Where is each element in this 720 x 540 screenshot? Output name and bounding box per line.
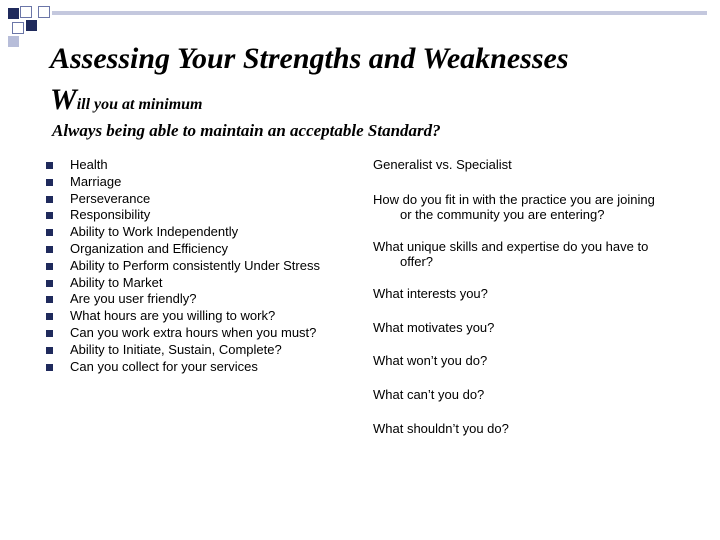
list-item [46, 308, 320, 325]
list-item-label: Responsibility [70, 207, 151, 223]
square-bullet-icon [46, 364, 53, 371]
question-text: What can’t you do? [373, 387, 485, 402]
question-text: What won’t you do? [373, 353, 488, 368]
list-item [46, 359, 320, 376]
list-item [46, 157, 320, 174]
question-text-continued: offer? [400, 254, 434, 269]
question-text: How do you fit in with the practice you are joining [373, 192, 655, 207]
list-item-label: Organization and Efficiency [70, 240, 229, 256]
question-item [373, 421, 703, 436]
question-item [373, 239, 703, 269]
corner-square-outline [12, 22, 24, 34]
list-item [46, 258, 320, 275]
strengths-list [46, 157, 320, 375]
square-bullet-icon [46, 246, 53, 253]
square-bullet-icon [46, 313, 53, 320]
list-item [46, 174, 320, 191]
question-text-continued: or the community you are entering? [400, 207, 605, 222]
square-bullet-icon [46, 347, 53, 354]
list-item-label: Marriage [70, 173, 122, 189]
question-text: What unique skills and expertise do you have to [373, 239, 649, 254]
corner-square-light [8, 36, 19, 47]
list-item [46, 241, 320, 258]
square-bullet-icon [46, 330, 53, 337]
question-item [373, 157, 703, 172]
list-item-label: Health [70, 157, 108, 172]
question-item [373, 387, 703, 402]
list-item-label: Are you user friendly? [70, 291, 197, 307]
slide-subtitle [50, 82, 203, 123]
question-item [373, 320, 703, 335]
list-item [46, 207, 320, 224]
square-bullet-icon [46, 179, 53, 186]
list-item [46, 191, 320, 208]
slide-subheading: Always being able to maintain an acceptable Standard? [52, 121, 441, 140]
question-text: What shouldn’t you do? [373, 421, 509, 436]
list-item-label: Ability to Initiate, Sustain, Complete? [70, 341, 282, 357]
square-bullet-icon [46, 296, 53, 303]
square-bullet-icon [46, 196, 53, 203]
list-item [46, 275, 320, 292]
list-item [46, 224, 320, 241]
list-item-label: Ability to Perform consistently Under Stress [70, 257, 320, 273]
question-text: What interests you? [373, 286, 488, 301]
list-item [46, 291, 320, 308]
list-item [46, 325, 320, 342]
list-item-label: Ability to Work Independently [70, 224, 239, 240]
square-bullet-icon [46, 229, 53, 236]
list-item-label: Ability to Market [70, 274, 163, 290]
list-item-label: Can you collect for your services [70, 358, 258, 374]
corner-square-dark [26, 20, 37, 31]
question-item [373, 286, 703, 301]
subtitle-rest: ill you at minimum [76, 96, 203, 113]
subtitle-initial: W [50, 83, 77, 116]
square-bullet-icon [46, 162, 53, 169]
question-item [373, 353, 703, 368]
question-text: What motivates you? [373, 320, 495, 335]
top-divider [52, 11, 707, 15]
corner-square-outline [38, 6, 50, 18]
square-bullet-icon [46, 280, 53, 287]
list-item-label: Perseverance [70, 190, 151, 206]
slide-title: Assessing Your Strengths and Weaknesses [50, 42, 569, 75]
square-bullet-icon [46, 212, 53, 219]
list-item [46, 342, 320, 359]
list-item-label: What hours are you willing to work? [70, 308, 276, 324]
question-text: Generalist vs. Specialist [373, 157, 512, 172]
corner-square-outline [20, 6, 32, 18]
square-bullet-icon [46, 263, 53, 270]
question-item [373, 192, 703, 222]
list-item-label: Can you work extra hours when you must? [70, 324, 317, 340]
corner-square-dark [8, 8, 19, 19]
